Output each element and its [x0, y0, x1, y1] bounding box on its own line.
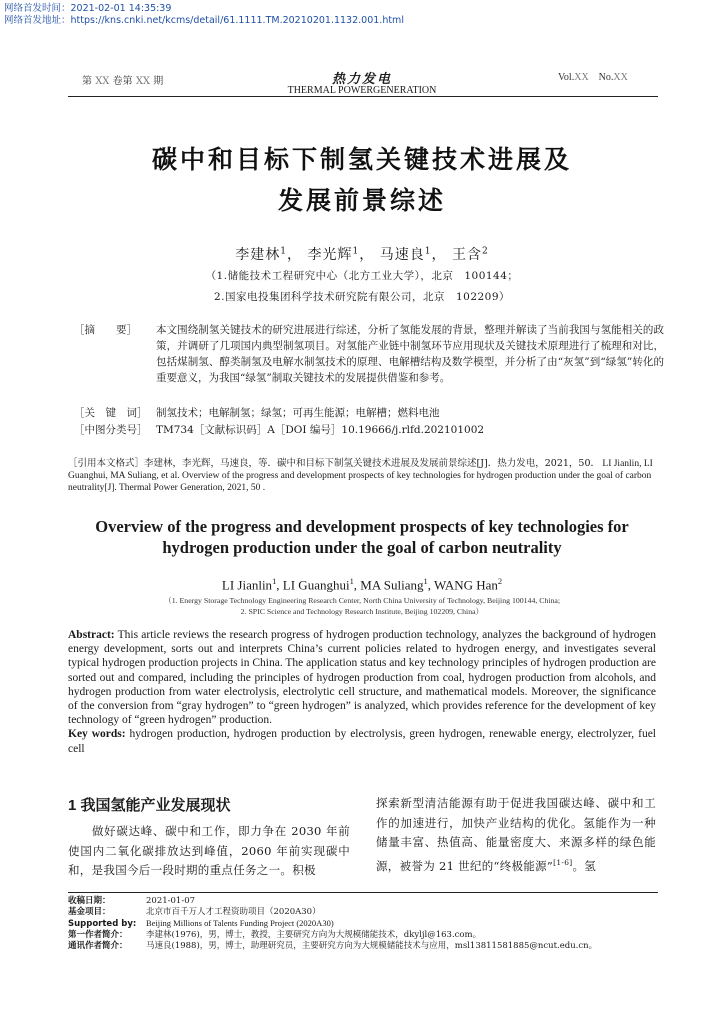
footnote-label: 收稿日期：	[68, 896, 111, 906]
citation-label: ［引用本文格式］	[68, 458, 145, 469]
authors-cn	[0, 244, 724, 264]
author-affil-mark: 1	[424, 246, 432, 257]
title-cn-line1: 碳中和目标下制氢关键技术进展及	[151, 145, 572, 174]
body-right-tail: 。氢	[572, 858, 597, 873]
classification-label: ［中图分类号］	[74, 424, 148, 436]
abstract-en-label: Abstract:	[68, 629, 115, 641]
keywords-cn-text: 制氢技术；电解制氢；绿氢；可再生能源；电解槽；燃料电池	[156, 407, 440, 419]
citation-en: LI Jianlin, LI Guanghui, MA Suliang, et al. Overview of the progress and development prospects of key technologies for hydrogen production under the goal of carbon neutrality[J]. Thermal Power Generation, 2021, 50 .	[68, 459, 653, 493]
vol-prefix: Vol.	[558, 72, 575, 83]
section-heading: 1 我国氢能产业发展现状	[68, 797, 231, 814]
header-rule	[68, 96, 658, 97]
author-en: LI Jianlin	[221, 577, 273, 593]
footnote-corresponding-author	[68, 941, 658, 952]
affiliation-en-2: 2. SPIC Science and Technology Research Institute, Beijing 102209, China）	[240, 607, 484, 616]
body-left-column: 做好碳达峰、碳中和工作，即力争在 2030 年前使国内二氧化碳排放达到峰值，2060 年前实现碳中和，是我国今后一段时期的重点任务之一。积极	[68, 824, 350, 877]
abstract-cn	[74, 322, 664, 404]
keywords-cn	[74, 405, 664, 422]
author-affil-mark: 1	[423, 576, 428, 586]
author-sep: ,	[353, 577, 361, 593]
citation-cn: 李建林，李光辉，马速良，等．碳中和目标下制氢关键技术进展及发展前景综述[J]．热力发电，2021，50．	[144, 458, 601, 469]
author-affil-mark: 2	[497, 576, 503, 586]
author-sep: ，	[287, 247, 303, 263]
journal-name-cn: 热力发电	[331, 72, 392, 87]
keywords-en-text: hydrogen production, hydrogen production by electrolysis, green hydrogen, renewable energy, electrolyzer, fuel cell	[68, 728, 656, 755]
affiliation-en-1: （1. Energy Storage Technology Engineering Research Center, North China University of Technology, Beijing 100144, China;	[163, 596, 561, 605]
vol-no-label	[558, 72, 628, 83]
issue-suffix: 期	[153, 76, 164, 87]
classification-text: TM734［文献标识码］A［DOI 编号］10.19666/j.rlfd.202101002	[156, 424, 485, 436]
footnote-label: 第一作者简介：	[68, 930, 128, 940]
title-en-line1: Overview of the progress and development prospects of key technologies for	[95, 517, 629, 536]
author-affil-mark: 1	[349, 576, 354, 586]
keywords-cn-label: ［关 键 词］	[74, 407, 148, 419]
footnotes	[68, 896, 658, 952]
no-placeholder: XX	[613, 72, 628, 83]
author-cn: 马速良	[379, 247, 425, 263]
footnote-supported	[68, 918, 658, 930]
author-cn: 李建林	[235, 247, 281, 263]
keywords-en-label: Key words:	[68, 728, 126, 741]
author-sep: ,	[276, 577, 283, 593]
author-affil-mark: 2	[481, 246, 489, 257]
no-prefix: No.	[598, 72, 614, 83]
net-publish-address[interactable]: 网络首发地址：https://kns.cnki.net/kcms/detail/61.1111.TM.20210201.1132.001.html	[4, 15, 404, 26]
abstract-cn-label: ［摘 要］	[74, 324, 137, 336]
author-cn: 李光辉	[307, 247, 353, 263]
vol-placeholder: XX	[574, 72, 589, 83]
title-cn-line2: 发展前景综述	[277, 186, 446, 215]
body-right-column	[376, 794, 656, 876]
footnote-label: 通讯作者简介：	[68, 941, 128, 951]
author-en: WANG Han	[434, 577, 498, 593]
footnote-label: Supported by:	[68, 919, 137, 929]
author-cn: 王含	[451, 247, 482, 263]
body-right-text: 探索新型清洁能源有助于促进我国碳达峰、碳中和工作的加速进行，加快产业结构的优化。氢能作为一种储量丰富、热值高、能量密度大、来源多样的绿色能源，被誉为 21 世纪的“终极能源”	[376, 796, 656, 873]
issue-mid: 卷第	[112, 76, 133, 87]
author-sep: ，	[359, 247, 375, 263]
footnote-received	[68, 896, 658, 907]
abstract-cn-text: 本文围绕制氢关键技术的研究进展进行综述，分析了氢能发展的背景，整理并解读了当前我国与氢能相关的政策，并调研了几项国内典型制氢项目。对氢能产业链中制氢环节应用现状及关键技术原理进行了梳理和对比，包括煤制氢、醇类制氢及电解水制氢技术的原理、电解槽结构及数学模型，并分析了由“灰氢”到“绿氢”转化的重要意义，为我国“绿氢”制取关键技术的发展提供借鉴和参考。	[156, 324, 664, 384]
author-affil-mark: 1	[272, 576, 277, 586]
author-affil-mark: 1	[352, 246, 360, 257]
author-sep: ,	[427, 577, 434, 593]
footnote-first-author	[68, 930, 658, 941]
issue-placeholder: XX	[135, 76, 151, 87]
volume-placeholder: XX	[95, 76, 110, 87]
reference-mark[interactable]: [1-6]	[553, 857, 573, 867]
classification	[74, 422, 664, 439]
citation	[68, 458, 658, 494]
journal-name-en: THERMAL POWERGENERATION	[287, 85, 437, 96]
affiliation-cn-2: 2.国家电投集团科学技术研究院有限公司，北京 102209）	[213, 291, 511, 303]
footnote-text: Beijing Millions of Talents Funding Project (2020A30)	[146, 918, 334, 928]
abstract-en-text: This article reviews the research progress of hydrogen production technology, analyzes the background of hydrogen energy development, sorts out and interprets China’s current policies related to hydrogen energy, and investigates several typical hydrogen production projects in China. The application status and key technology principles of hydrogen production are sorted out and compared, including the principles of hydrogen production from coal, hydrogen production from alcohols, and hydrogen production from water electrolysis, electrolytic cell structure, and mathematical models. Moreover, the significance of the conversion from “gray hydrogen” to “green hydrogen” is analyzed, which provides reference for the development of key technology of “green hydrogen” production.	[68, 629, 656, 727]
author-en: MA Suliang	[360, 577, 424, 593]
authors-en	[0, 576, 724, 593]
affiliation-cn-1: （1.储能技术工程研究中心（北方工业大学），北京 100144；	[205, 270, 519, 282]
net-publish-time: 网络首发时间：2021-02-01 14:35:39	[4, 3, 172, 14]
footnote-text: 北京市百千万人才工程资助项目（2020A30）	[146, 907, 321, 917]
footnote-rule	[68, 892, 658, 893]
author-affil-mark: 1	[280, 246, 288, 257]
footnote-text: 2021-01-07	[146, 896, 196, 906]
title-en-line2: hydrogen production under the goal of carbon neutrality	[162, 538, 562, 557]
author-sep: ，	[431, 247, 447, 263]
footnote-text: 李建林(1976)，男，博士，教授，主要研究方向为大规模储能技术，dkyljl@163.com。	[146, 930, 482, 940]
footnote-fund	[68, 907, 658, 918]
footnote-label: 基金项目：	[68, 907, 111, 917]
issue-prefix: 第	[82, 76, 92, 87]
abstract-en	[68, 628, 656, 756]
author-en: LI Guanghui	[282, 577, 350, 593]
footnote-text: 马速良(1988)，男，博士，助理研究员，主要研究方向为大规模储能技术与应用，msl13811581885@ncut.edu.cn。	[146, 941, 598, 951]
